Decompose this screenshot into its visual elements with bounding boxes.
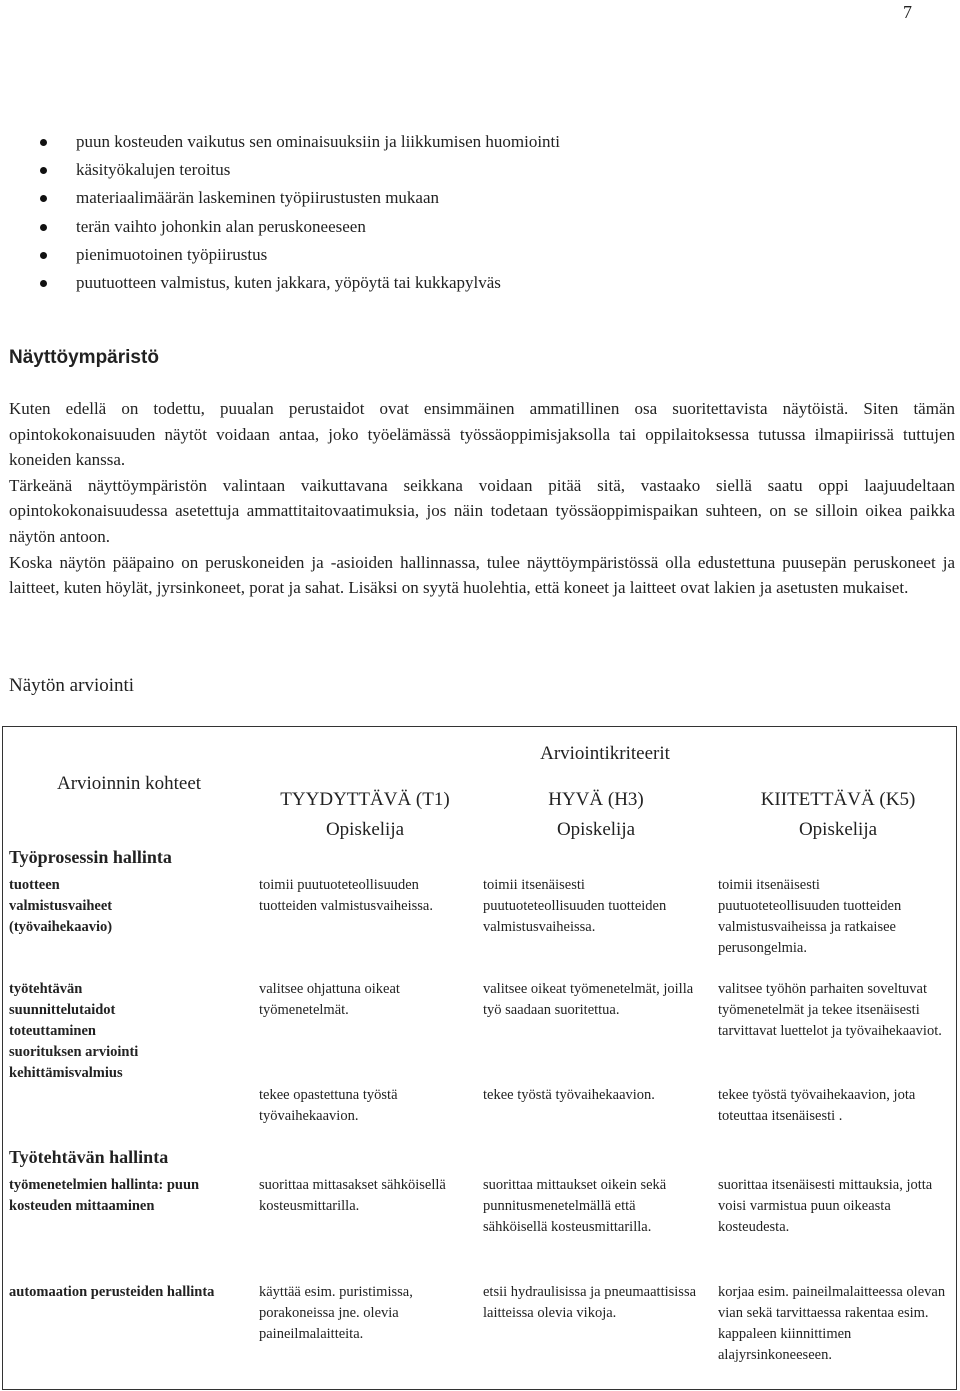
row2-k5-cell-b: tekee työstä työvaihekaavion, jota toteuttaa itsenäisesti . bbox=[718, 1087, 916, 1124]
bullet-icon bbox=[40, 195, 47, 202]
row4-k5-cell: korjaa esim. paineilmalaitteessa olevan vian sekä tarvittaessa rakentaa esim. kappaleen kiinnittimen alajyrsinkoneeseen. bbox=[718, 1284, 946, 1363]
row2-t1-cell-a: valitsee ohjattuna oikeat työmenetelmät. bbox=[259, 981, 400, 1018]
list-item: puun kosteuden vaikutus sen ominaisuuksiin ja liikkumisen huomiointi bbox=[40, 128, 560, 156]
level-h3-sub: Opiskelija bbox=[556, 819, 636, 840]
level-t1-header: TYYDYTTÄVÄ (T1) bbox=[280, 789, 450, 810]
row2-h3-cell-b: tekee työstä työvaihekaavion. bbox=[483, 1087, 655, 1103]
paragraph: Kuten edellä on todettu, puualan perustaidot ovat ensimmäinen ammatillinen osa suoritettavista näytöistä. Siten tämän opintokokonaisuuden näytöt voidaan antaa, joko työelämässä työssäoppimisjaksolla tai oppilaitoksessa tutussa ilmapiirissä tuttujen koneiden kanssa. bbox=[9, 399, 955, 470]
list-item: pienimuotoinen työpiirustus bbox=[40, 241, 560, 269]
list-item: puutuotteen valmistus, kuten jakkara, yöpöytä tai kukkapylväs bbox=[40, 269, 560, 297]
criteria-header: Arviointikriteerit bbox=[540, 743, 670, 764]
bullet-icon bbox=[40, 167, 47, 174]
row-label-automation: automaation perusteiden hallinta bbox=[9, 1284, 215, 1300]
row3-h3-cell: suorittaa mittaukset oikein sekä punnitusmenetelmällä että sähköisellä kosteusmittarilla. bbox=[483, 1177, 667, 1235]
section-heading-assessment: Näytön arviointi bbox=[9, 675, 135, 696]
level-t1-sub: Opiskelija bbox=[325, 819, 405, 840]
section-heading-environment: Näyttöympäristö bbox=[9, 347, 159, 368]
row-label-planning: työtehtävän suunnittelutaidot toteuttaminen suorituksen arviointi kehittämisvalmius bbox=[9, 981, 139, 1081]
bullet-icon bbox=[40, 224, 47, 231]
list-item: käsityökalujen teroitus bbox=[40, 156, 560, 184]
level-h3-header: HYVÄ (H3) bbox=[548, 789, 644, 810]
row1-h3-cell: toimii itsenäisesti puutuoteteollisuuden tuotteiden valmistusvaiheissa. bbox=[483, 877, 667, 935]
row2-k5-cell-a: valitsee työhön parhaiten soveltuvat työmenetelmät ja tekee itsenäisesti tarvittavat luettelot ja työvaihekaaviot. bbox=[718, 981, 942, 1039]
row1-k5-cell: toimii itsenäisesti puutuoteteollisuuden tuotteiden valmistusvaiheissa ja ratkaisee perusongelmia. bbox=[718, 877, 902, 956]
level-k5-header: KIITETTÄVÄ (K5) bbox=[760, 789, 916, 810]
page-number: 7 bbox=[903, 2, 912, 22]
group-title-task: Työtehtävän hallinta bbox=[9, 1147, 169, 1167]
row-label-production-phases: tuotteen valmistusvaiheet (työvaihekaavio) bbox=[9, 877, 113, 935]
row4-h3-cell: etsii hydraulisissa ja pneumaattisissa laitteissa olevia vikoja. bbox=[483, 1284, 697, 1321]
row1-t1-cell: toimii puutuoteteollisuuden tuotteiden valmistusvaiheissa. bbox=[259, 877, 433, 914]
row3-t1-cell: suorittaa mittasakset sähköisellä kosteusmittarilla. bbox=[259, 1177, 446, 1214]
row4-t1-cell: käyttää esim. puristimissa, porakoneissa jne. olevia paineilmalaitteita. bbox=[259, 1284, 413, 1342]
paragraph: Koska näytön pääpaino on peruskoneiden ja -asioiden hallinnassa, tulee näyttöympäristössä olla edustettuna puusepän peruskoneet ja laitteet, kuten höylät, jyrsinkoneet, porat ja sahat. Lisäksi on syytä huolehtia, että koneet ja laitteet ovat lakien ja asetusten mukaiset. bbox=[9, 552, 955, 598]
list-item: terän vaihto johonkin alan peruskoneeseen bbox=[40, 213, 560, 241]
column-header-targets: Arvioinnin kohteet bbox=[56, 773, 202, 794]
bullet-list bbox=[40, 128, 560, 297]
level-k5-sub: Opiskelija bbox=[798, 819, 878, 840]
row3-k5-cell: suorittaa itsenäisesti mittauksia, jotta voisi varmistua puun oikeasta kosteudesta. bbox=[718, 1177, 933, 1235]
row2-h3-cell-a: valitsee oikeat työmenetelmät, joilla työ saadaan suoritettua. bbox=[483, 981, 694, 1018]
group-title-process: Työprosessin hallinta bbox=[9, 847, 172, 867]
list-item: materiaalimäärän laskeminen työpiirustusten mukaan bbox=[40, 184, 560, 212]
row2-t1-cell-b: tekee opastettuna työstä työvaihekaavion. bbox=[259, 1087, 398, 1124]
row-label-moisture: työmenetelmien hallinta: puun kosteuden mittaaminen bbox=[9, 1177, 200, 1214]
assessment-table bbox=[2, 726, 957, 1390]
bullet-icon bbox=[40, 252, 47, 259]
bullet-icon bbox=[40, 139, 47, 146]
section-body bbox=[9, 396, 955, 601]
paragraph: Tärkeänä näyttöympäristön valintaan vaikuttavana seikkana voidaan pitää sitä, vastaako siellä saatu oppi laajuudeltaan opintokokonaisuudessa asetettuja ammattitaitovaatimuksia, jos näin todetaan työssäoppimispaikan suhteen, on se silloin oikea paikka näytön antoon. bbox=[9, 475, 955, 546]
bullet-icon bbox=[40, 280, 47, 287]
